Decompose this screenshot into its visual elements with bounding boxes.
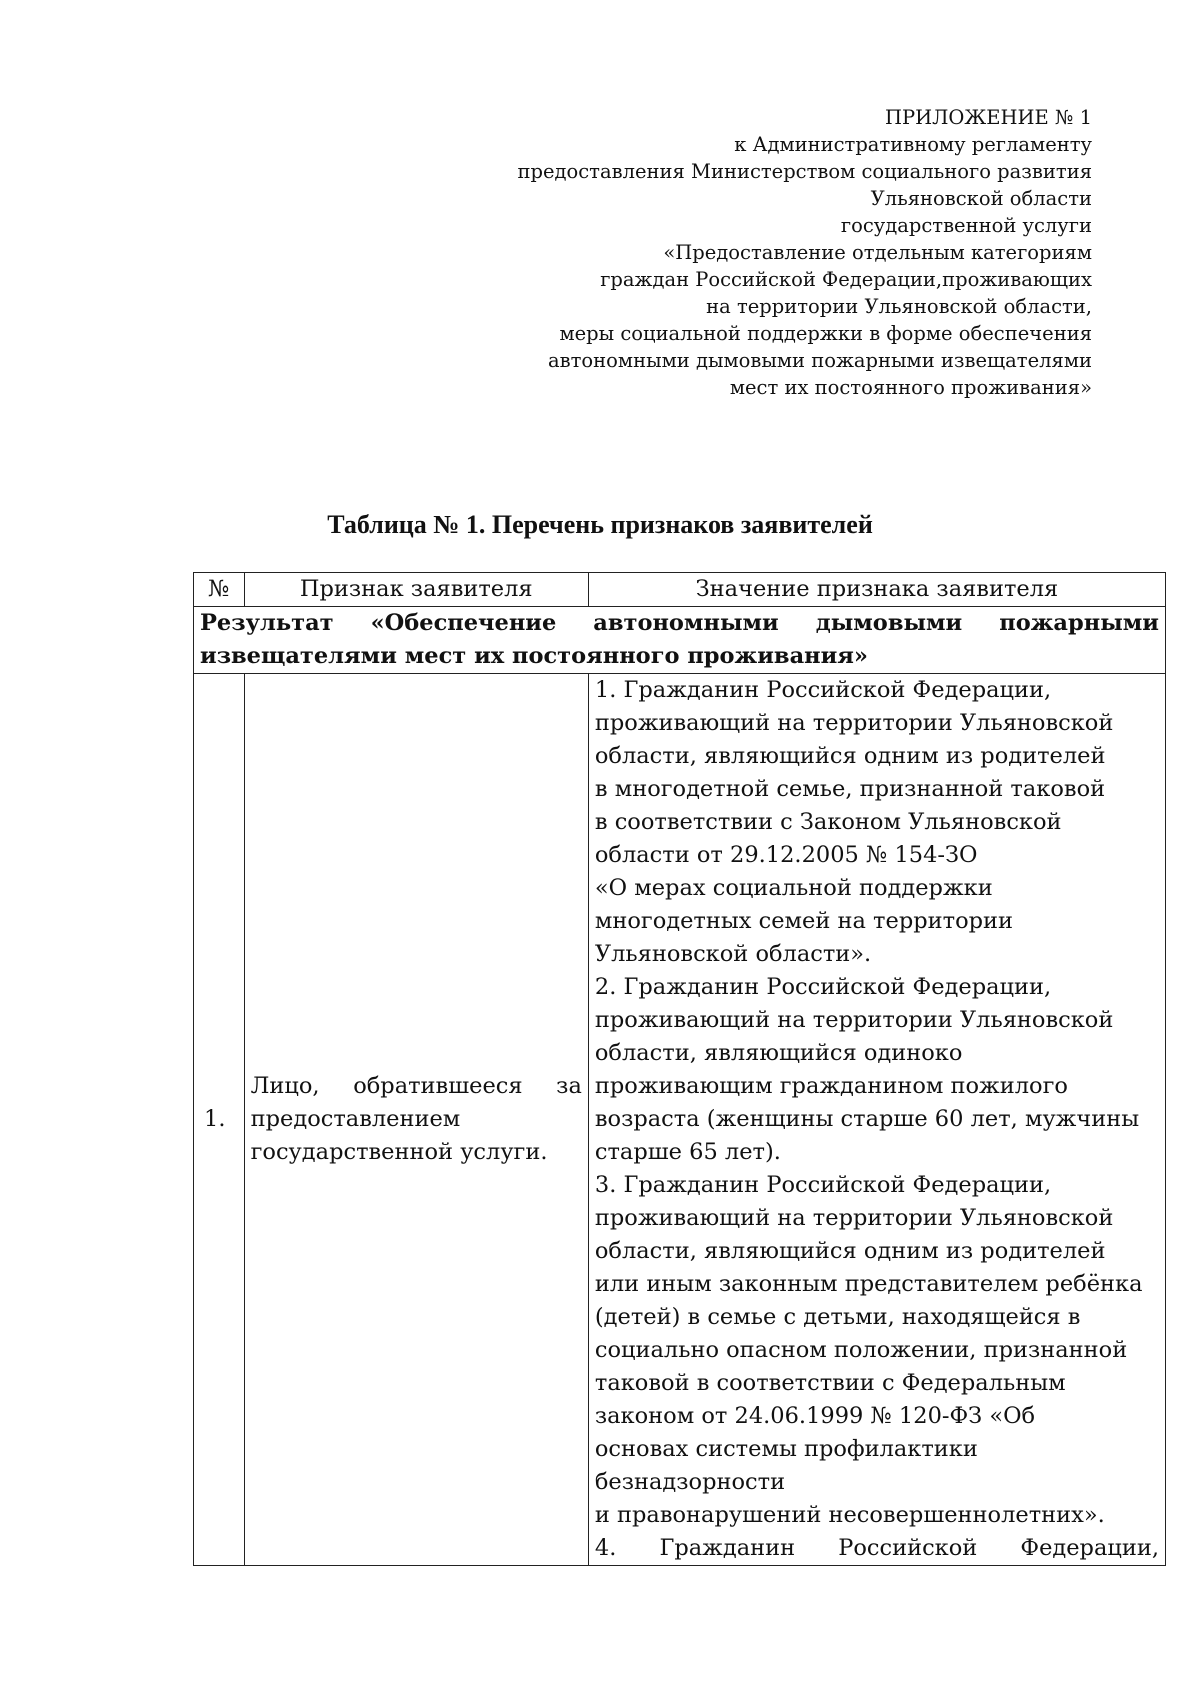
value-line: 1. Гражданин Российской Федерации, — [594, 677, 1052, 703]
appendix-line: ПРИЛОЖЕНИЕ № 1 — [884, 106, 1092, 129]
appendix-line: мест их постоянного проживания» — [729, 376, 1092, 399]
value-line: основах системы профилактики — [594, 1436, 978, 1462]
value-line: таковой в соответствии с Федеральным — [594, 1370, 1066, 1396]
value-line-last — [595, 1532, 1159, 1565]
value-line: области, являющийся одиноко — [594, 1040, 963, 1066]
value-line: проживающий на территории Ульяновской — [594, 1007, 1114, 1033]
appendix-line: «Предоставление отдельным категориям — [663, 241, 1092, 264]
row-num-cell: 1. — [194, 674, 245, 1566]
row-value-cell — [588, 674, 1165, 1566]
value-line: (детей) в семье с детьми, находящейся в — [594, 1304, 1081, 1330]
applicant-signs-table — [193, 572, 1166, 1566]
value-line: проживающий на территории Ульяновской — [594, 1205, 1114, 1231]
value-line: социально опасном положении, признанной — [594, 1337, 1128, 1363]
result-cell: Результат «Обеспечение автономными дымовыми пожарными извещателями мест их постоянного проживания» — [194, 607, 1166, 674]
value-word: Гражданин — [659, 1535, 796, 1561]
appendix-line: меры социальной поддержки в форме обеспечения — [559, 322, 1092, 345]
value-line: области от 29.12.2005 № 154-ЗО — [594, 842, 978, 868]
value-line: безнадзорности — [594, 1469, 786, 1495]
value-line: проживающим гражданином пожилого — [594, 1073, 1068, 1099]
value-line: или иным законным представителем ребёнка — [594, 1271, 1143, 1297]
value-line: в соответствии с Законом Ульяновской — [594, 809, 1062, 835]
value-line: области, являющийся одним из родителей — [594, 1238, 1106, 1264]
value-word: Российской — [838, 1535, 978, 1561]
value-line: 2. Гражданин Российской Федерации, — [594, 974, 1052, 1000]
value-line: в многодетной семье, признанной таковой — [594, 776, 1106, 802]
header-sign: Признак заявителя — [244, 573, 588, 607]
value-line: Ульяновской области». — [594, 941, 872, 967]
row-sign-cell: Лицо, обратившееся за предоставлением государственной услуги. — [244, 674, 588, 1566]
appendix-line: на территории Ульяновской области, — [706, 295, 1092, 318]
value-line: многодетных семей на территории — [594, 908, 1014, 934]
appendix-line: автономными дымовыми пожарными извещателями — [548, 349, 1092, 372]
appendix-line: Ульяновской области — [870, 187, 1092, 210]
value-line: возраста (женщины старше 60 лет, мужчины — [594, 1106, 1140, 1132]
appendix-line: государственной услуги — [840, 214, 1092, 237]
result-row — [194, 607, 1166, 674]
value-line: и правонарушений несовершеннолетних». — [594, 1502, 1105, 1528]
appendix-line: граждан Российской Федерации,проживающих — [600, 268, 1092, 291]
appendix-line: предоставления Министерством социального развития — [517, 160, 1092, 183]
table-header-row — [194, 573, 1166, 607]
table-title: Таблица № 1. Перечень признаков заявителей — [327, 510, 873, 539]
header-num: № — [194, 573, 245, 607]
value-line: 3. Гражданин Российской Федерации, — [594, 1172, 1052, 1198]
table-row — [194, 674, 1166, 1566]
value-word: Федерации, — [1020, 1535, 1159, 1561]
value-line: «О мерах социальной поддержки — [594, 875, 993, 901]
value-line: старше 65 лет). — [594, 1139, 781, 1165]
value-line: области, являющийся одним из родителей — [594, 743, 1106, 769]
header-value: Значение признака заявителя — [588, 573, 1165, 607]
value-word: 4. — [594, 1535, 617, 1561]
value-line: проживающий на территории Ульяновской — [594, 710, 1114, 736]
appendix-line: к Административному регламенту — [734, 133, 1092, 156]
value-line: законом от 24.06.1999 № 120-ФЗ «Об — [594, 1403, 1036, 1429]
appendix-header — [517, 104, 1092, 401]
